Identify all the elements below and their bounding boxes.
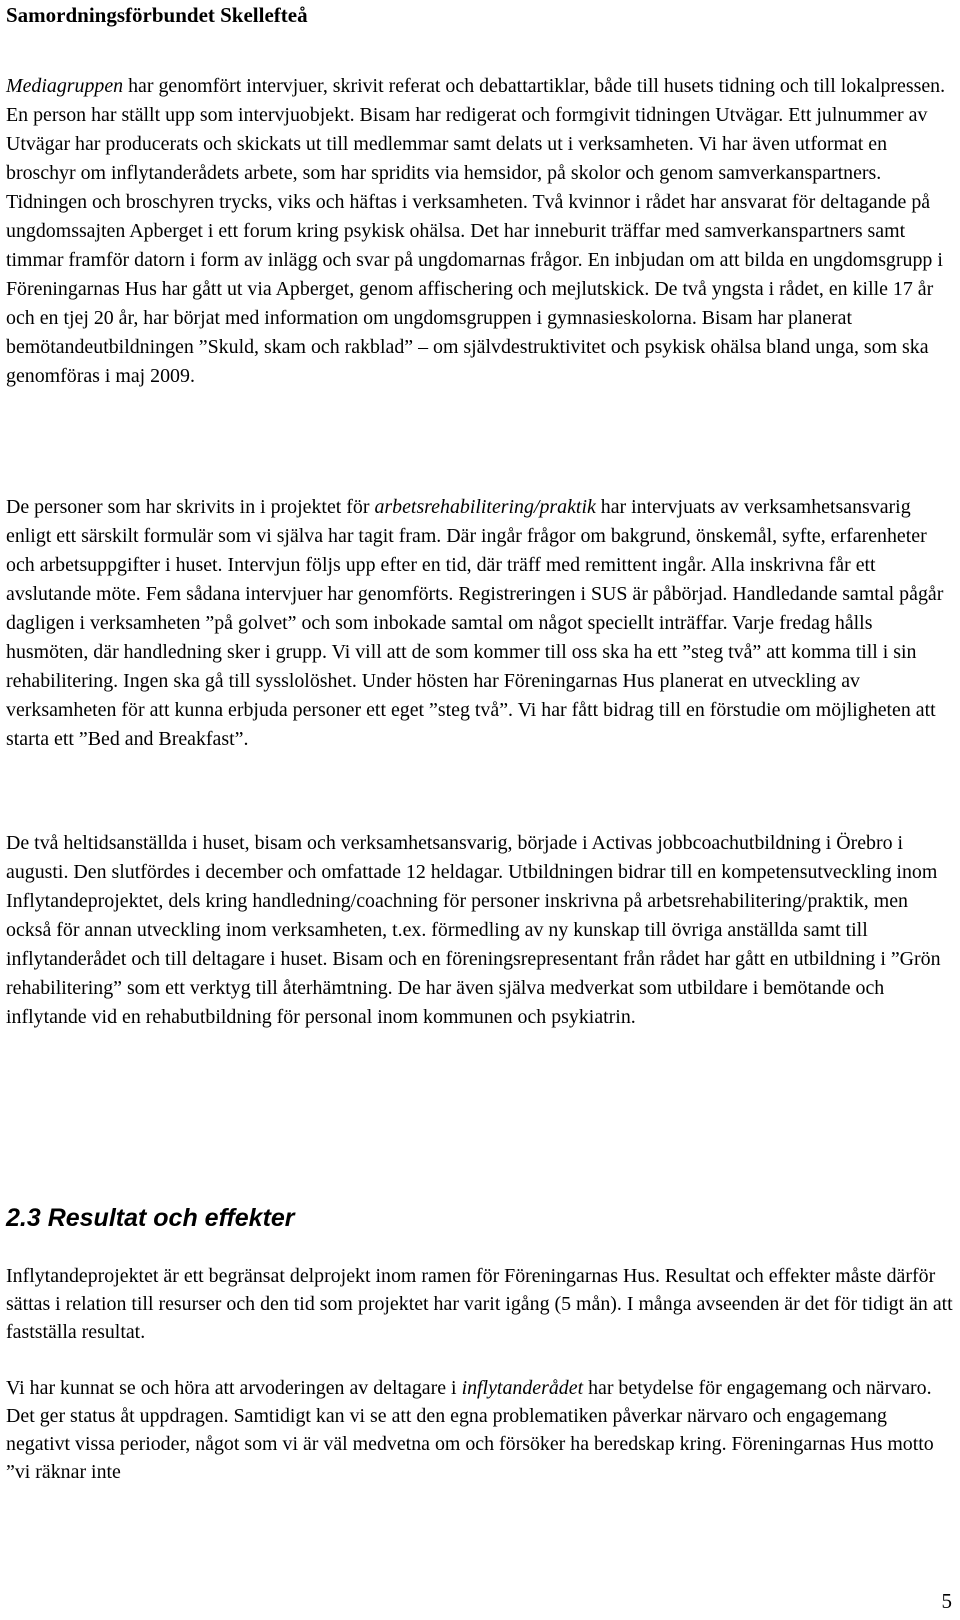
paragraph-text: De personer som har skrivits in i projektet för — [6, 496, 375, 518]
paragraph-text: har intervjuats av verksamhetsansvarig enligt ett särskilt formulär som vi själva har tagit fram. Där ingår frågor om bakgrund, önskemål, syfte, erfarenheter och arbetsuppgifter i huset. Intervjun följs upp efter en tid, där träff med remittent ingår. Alla inskrivna får ett avslutande möte. Fem sådana intervjuer har genomförts. Registreringen i SUS är påbörjad. Handledande samtal pågår dagligen i verksamheten ”på golvet” och som inbokade samtal om något speciellt inträffar. Varje fredag hålls husmöten, där handledning sker i grupp. Vi vill att de som kommer till oss ska ha ett ”steg två” att komma till i sin rehabilitering. Ingen ska gå till sysslolöshet. Under hösten har Föreningarnas Hus planerat en utveckling av verksamheten för att kunna erbjuda personer ett eget ”steg två”. Vi har fått bidrag till en förstudie om möjligheten att starta ett ”Bed and Breakfast”. — [6, 496, 944, 750]
paragraph-arvodering — [6, 1374, 954, 1486]
italic-term-inflytanderadet: inflytanderådet — [461, 1377, 584, 1399]
paragraph-mediagruppen — [6, 72, 954, 391]
organization-header: Samordningsförbundet Skellefteå — [6, 3, 308, 27]
italic-term-arbetsrehabilitering: arbetsrehabilitering/praktik — [374, 496, 596, 518]
paragraph-arbetsrehabilitering — [6, 493, 954, 754]
section-heading: 2.3 Resultat och effekter — [6, 1204, 295, 1232]
paragraph-resultat: Inflytandeprojektet är ett begränsat delprojekt inom ramen för Föreningarnas Hus. Resultat och effekter måste därför sättas i relation till resurser och den tid som projektet har varit igång (5 mån). I många avseenden är det för tidigt än att fastställa resultat. — [6, 1265, 953, 1343]
paragraph-jobbcoach: De två heltidsanställda i huset, bisam och verksamhetsansvarig, började i Activas jobbcoachutbildning i Örebro i augusti. Den slutfördes i december och omfattade 12 heldagar. Utbildningen bidrar till en kompetensutveckling inom Inflytandeprojektet, dels kring handledning/coachning för personer inskrivna på arbetsrehabilitering/praktik, men också för annan utveckling inom verksamheten, t.ex. förmedling av ny kunskap till övriga anställda samt till inflytanderådet och till deltagare i huset. Bisam och en föreningsrepresentant från rådet har gått en utbildning i ”Grön rehabilitering” som ett verktyg till återhämtning. De har även själva medverkat som utbildare i bemötande och inflytande vid en rehabutbildning för personal inom kommunen och psykiatrin. — [6, 832, 941, 1028]
paragraph-text: har genomfört intervjuer, skrivit referat och debattartiklar, både till husets tidning och till lokalpressen. En person har ställt upp som intervjuobjekt. Bisam har redigerat och formgivit tidningen Utvägar. Ett julnummer av Utvägar har producerats och skickats ut till medlemmar samt delats ut i verksamheten. Vi har även utformat en broschyr om inflytanderådets arbete, som har spridits via hemsidor, på skolor och genom samverkanspartners. Tidningen och broschyren trycks, viks och häftas i verksamheten. Två kvinnor i rådet har ansvarat för deltagande på ungdomssajten Apberget i ett forum kring psykisk ohälsa. Det har inneburit träffar med samverkanspartners samt timmar framför datorn i form av inlägg och svar på ungdomarnas frågor. En inbjudan om att bilda en ungdomsgrupp i Föreningarnas Hus har gått ut via Apberget, genom affischering och mejlutskick. De två yngsta i rådet, en kille 17 år och en tjej 20 år, har börjat med information om ungdomsgruppen i gymnasieskolorna. Bisam har planerat bemötandeutbildningen ”Skuld, skam och rakblad” – om självdestruktivitet och psykisk ohälsa bland unga, som ska genomföras i maj 2009. — [6, 75, 946, 387]
page-number: 5 — [941, 1589, 952, 1613]
paragraph-text: Vi har kunnat se och höra att arvoderingen av deltagare i — [6, 1377, 462, 1399]
italic-term-mediagruppen: Mediagruppen — [6, 75, 124, 97]
paragraph-text: har betydelse för engagemang och närvaro. Det ger status åt uppdragen. Samtidigt kan vi se att den egna problematiken påverkar närvaro och engagemang negativt vissa perioder, något som vi är väl medvetna om och försöker ha beredskap kring. Föreningarnas Hus motto ”vi räknar inte — [6, 1377, 934, 1483]
